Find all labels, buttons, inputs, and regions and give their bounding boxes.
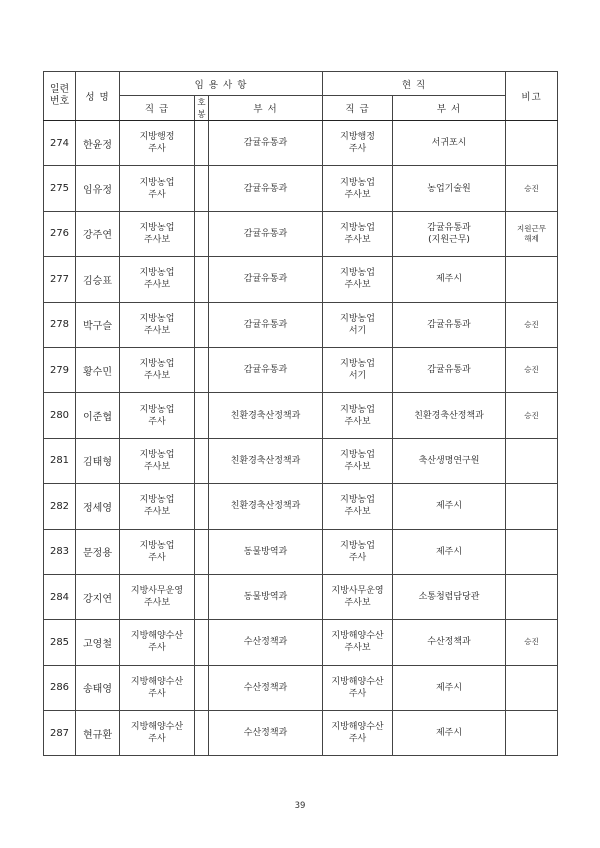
serial-no-cell: 280 <box>44 393 76 438</box>
appointed-department-cell: 친환경축산정책과 <box>209 438 323 483</box>
pay-step-cell <box>195 438 209 483</box>
pay-step-cell <box>195 484 209 529</box>
remarks-cell <box>506 438 558 483</box>
pay-step-cell <box>195 665 209 710</box>
table-row <box>44 393 558 438</box>
pay-step-cell <box>195 393 209 438</box>
pay-step-cell <box>195 347 209 392</box>
pay-step-header: 호봉 <box>195 96 209 121</box>
pay-step-cell <box>195 529 209 574</box>
appointed-rank-cell: 지방농업 주사보 <box>120 484 195 529</box>
pay-step-cell <box>195 211 209 256</box>
serial-no-cell: 285 <box>44 620 76 665</box>
current-rank-cell: 지방농업 주사보 <box>323 166 393 211</box>
serial-no-header: 일련 번호 <box>44 72 76 121</box>
serial-no-cell: 284 <box>44 574 76 619</box>
appointed-rank-cell: 지방사무운영 주사보 <box>120 574 195 619</box>
name-cell: 박구슬 <box>76 302 120 347</box>
pay-step-cell <box>195 257 209 302</box>
table-row <box>44 166 558 211</box>
table-header <box>44 72 558 121</box>
appointed-department-cell: 친환경축산정책과 <box>209 393 323 438</box>
appointed-rank-cell: 지방농업 주사 <box>120 166 195 211</box>
current-rank-cell: 지방농업 서기 <box>323 347 393 392</box>
name-cell: 한윤정 <box>76 121 120 166</box>
name-cell: 김승표 <box>76 257 120 302</box>
appointed-department-cell: 동물방역과 <box>209 529 323 574</box>
remarks-cell: 승진 <box>506 166 558 211</box>
serial-no-cell: 274 <box>44 121 76 166</box>
current-position-header: 현 직 <box>323 72 506 96</box>
appointed-rank-cell: 지방해양수산 주사 <box>120 620 195 665</box>
appointed-rank-cell: 지방농업 주사 <box>120 393 195 438</box>
current-department-cell: 제주시 <box>393 257 506 302</box>
current-department-cell: 친환경축산정책과 <box>393 393 506 438</box>
appointed-department-cell: 친환경축산정책과 <box>209 484 323 529</box>
table-row <box>44 620 558 665</box>
name-cell: 현규환 <box>76 711 120 756</box>
page-number: 39 <box>294 801 306 811</box>
table-row <box>44 665 558 710</box>
table-row <box>44 211 558 256</box>
table-row <box>44 484 558 529</box>
serial-no-cell: 276 <box>44 211 76 256</box>
appointed-department-cell: 수산정책과 <box>209 665 323 710</box>
name-cell: 황수민 <box>76 347 120 392</box>
current-rank-cell: 지방농업 주사보 <box>323 257 393 302</box>
serial-no-cell: 286 <box>44 665 76 710</box>
serial-no-cell: 279 <box>44 347 76 392</box>
appointed-department-cell: 수산정책과 <box>209 620 323 665</box>
appointed-department-cell: 감귤유통과 <box>209 121 323 166</box>
department-header: 부 서 <box>209 96 323 121</box>
serial-no-cell: 277 <box>44 257 76 302</box>
name-cell: 김태형 <box>76 438 120 483</box>
remarks-cell: 지원근무 해제 <box>506 211 558 256</box>
remarks-cell: 승진 <box>506 347 558 392</box>
appointed-rank-cell: 지방농업 주사보 <box>120 211 195 256</box>
current-rank-cell: 지방농업 주사보 <box>323 484 393 529</box>
name-cell: 강지연 <box>76 574 120 619</box>
remarks-cell <box>506 257 558 302</box>
appointed-department-cell: 동물방역과 <box>209 574 323 619</box>
table-row <box>44 711 558 756</box>
remarks-cell: 승진 <box>506 393 558 438</box>
current-department-cell: 제주시 <box>393 529 506 574</box>
current-rank-cell: 지방해양수산 주사보 <box>323 620 393 665</box>
appointed-rank-cell: 지방해양수산 주사 <box>120 665 195 710</box>
table-row <box>44 347 558 392</box>
current-department-cell: 제주시 <box>393 665 506 710</box>
table-body <box>44 121 558 756</box>
remarks-cell <box>506 665 558 710</box>
serial-no-cell: 283 <box>44 529 76 574</box>
current-rank-cell: 지방농업 주사보 <box>323 211 393 256</box>
remarks-cell <box>506 711 558 756</box>
serial-no-cell: 278 <box>44 302 76 347</box>
name-cell: 이준협 <box>76 393 120 438</box>
appointment-header: 임 용 사 항 <box>120 72 323 96</box>
appointed-department-cell: 감귤유통과 <box>209 211 323 256</box>
current-department-cell: 감귤유통과 (지원근무) <box>393 211 506 256</box>
name-cell: 송태영 <box>76 665 120 710</box>
remarks-cell <box>506 529 558 574</box>
table-row <box>44 574 558 619</box>
current-department-cell: 농업기술원 <box>393 166 506 211</box>
remarks-cell: 승진 <box>506 302 558 347</box>
table-row <box>44 302 558 347</box>
remarks-cell <box>506 574 558 619</box>
current-department-cell: 감귤유통과 <box>393 347 506 392</box>
current-department-cell: 수산정책과 <box>393 620 506 665</box>
current-rank-header: 직 급 <box>323 96 393 121</box>
pay-step-cell <box>195 574 209 619</box>
current-department-cell: 제주시 <box>393 711 506 756</box>
appointed-department-cell: 감귤유통과 <box>209 257 323 302</box>
appointed-rank-cell: 지방해양수산 주사 <box>120 711 195 756</box>
name-cell: 정세영 <box>76 484 120 529</box>
pay-step-cell <box>195 302 209 347</box>
remarks-header: 비고 <box>506 72 558 121</box>
table-row <box>44 121 558 166</box>
current-department-cell: 축산생명연구원 <box>393 438 506 483</box>
pay-step-cell <box>195 620 209 665</box>
rank-header: 직 급 <box>120 96 195 121</box>
current-rank-cell: 지방농업 주사 <box>323 529 393 574</box>
remarks-cell <box>506 121 558 166</box>
table-row <box>44 529 558 574</box>
current-department-header: 부 서 <box>393 96 506 121</box>
appointed-rank-cell: 지방농업 주사 <box>120 529 195 574</box>
current-department-cell: 소통청렴담당관 <box>393 574 506 619</box>
appointed-rank-cell: 지방농업 주사보 <box>120 438 195 483</box>
current-rank-cell: 지방해양수산 주사 <box>323 665 393 710</box>
table-row <box>44 257 558 302</box>
current-rank-cell: 지방농업 주사보 <box>323 438 393 483</box>
table-row <box>44 438 558 483</box>
current-department-cell: 서귀포시 <box>393 121 506 166</box>
current-rank-cell: 지방농업 서기 <box>323 302 393 347</box>
current-department-cell: 감귤유통과 <box>393 302 506 347</box>
current-department-cell: 제주시 <box>393 484 506 529</box>
appointed-rank-cell: 지방농업 주사보 <box>120 302 195 347</box>
appointed-department-cell: 감귤유통과 <box>209 166 323 211</box>
name-cell: 임유정 <box>76 166 120 211</box>
appointed-rank-cell: 지방농업 주사보 <box>120 257 195 302</box>
appointed-rank-cell: 지방행정 주사 <box>120 121 195 166</box>
current-rank-cell: 지방사무운영 주사보 <box>323 574 393 619</box>
appointed-department-cell: 감귤유통과 <box>209 347 323 392</box>
remarks-cell <box>506 484 558 529</box>
serial-no-cell: 281 <box>44 438 76 483</box>
current-rank-cell: 지방행정 주사 <box>323 121 393 166</box>
appointed-department-cell: 감귤유통과 <box>209 302 323 347</box>
name-header: 성 명 <box>76 72 120 121</box>
name-cell: 문정용 <box>76 529 120 574</box>
serial-no-cell: 287 <box>44 711 76 756</box>
appointed-department-cell: 수산정책과 <box>209 711 323 756</box>
pay-step-cell <box>195 121 209 166</box>
name-cell: 강주연 <box>76 211 120 256</box>
pay-step-cell <box>195 166 209 211</box>
personnel-table <box>43 71 558 756</box>
pay-step-cell <box>195 711 209 756</box>
remarks-cell: 승진 <box>506 620 558 665</box>
serial-no-cell: 282 <box>44 484 76 529</box>
serial-no-cell: 275 <box>44 166 76 211</box>
appointed-rank-cell: 지방농업 주사보 <box>120 347 195 392</box>
current-rank-cell: 지방농업 주사보 <box>323 393 393 438</box>
name-cell: 고영철 <box>76 620 120 665</box>
current-rank-cell: 지방해양수산 주사 <box>323 711 393 756</box>
